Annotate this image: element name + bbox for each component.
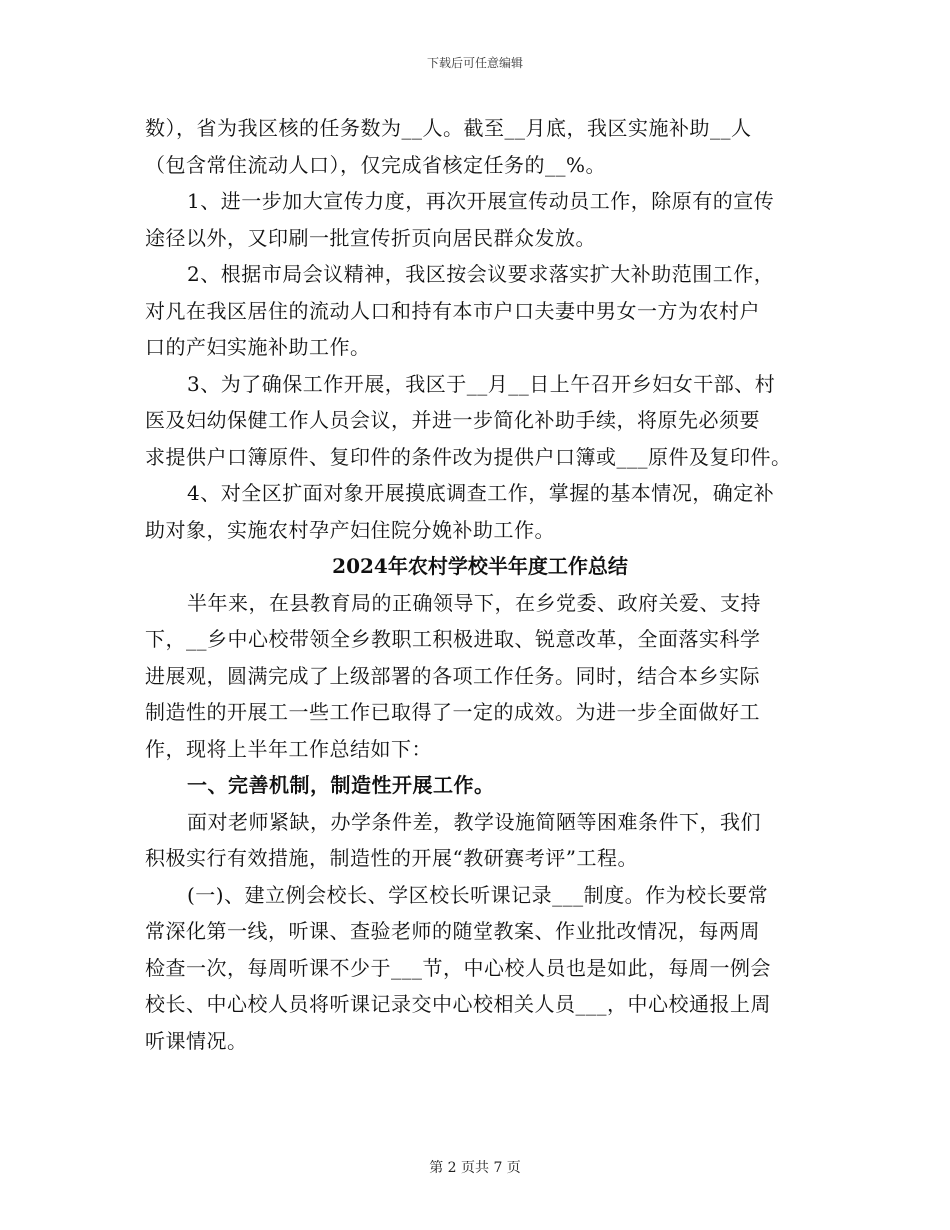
page-header: 下载后可任意编辑 <box>426 56 523 70</box>
body-line: 数），省为我区核的任务数为__人。截至__月底，我区实施补助__人 <box>145 116 752 140</box>
section-heading: 一、完善机制，制造性开展工作。 <box>187 773 495 797</box>
body-line: 医及妇幼保健工作人员会议，并进一步简化补助手续，将原先必须要 <box>145 408 760 432</box>
body-line: 助对象，实施农村孕产妇住院分娩补助工作。 <box>145 517 555 542</box>
body-line: 作，现将上半年工作总结如下： <box>145 736 432 761</box>
body-line: 1、进一步加大宣传力度，再次开展宣传动员工作，除原有的宣传 <box>187 189 775 213</box>
body-line: 常深化第一线，听课、查验老师的随堂教案、作业批改情况，每两周 <box>145 919 760 943</box>
body-line: 口的产妇实施补助工作。 <box>145 335 371 359</box>
document-body <box>145 110 815 1059</box>
body-line: 积极实行有效措施，制造性的开展“教研赛考评”工程。 <box>145 846 638 870</box>
body-line: 听课情况。 <box>145 1028 248 1053</box>
body-line: 进展观，圆满完成了上级部署的各项工作任务。同时，结合本乡实际 <box>145 663 760 688</box>
body-line: 校长、中心校人员将听课记录交中心校相关人员___，中心校通报上周 <box>145 992 771 1016</box>
body-line: 面对老师紧缺，办学条件差，教学设施简陋等困难条件下，我们 <box>187 809 761 834</box>
body-line: （包含常住流动人口），仅完成省核定任务的__%。 <box>145 152 607 177</box>
body-line: (一)、建立例会校长、学区校长听课记录___制度。作为校长要常 <box>187 882 769 907</box>
body-line: 2、根据市局会议精神，我区按会议要求落实扩大补助范围工作， <box>187 262 775 286</box>
body-line: 求提供户口簿原件、复印件的条件改为提供户口簿或___原件及复印件。 <box>145 444 792 469</box>
body-line: 对凡在我区居住的流动人口和持有本市户口夫妻中男女一方为农村户 <box>145 298 760 323</box>
body-line: 检查一次，每周听课不少于___节，中心校人员也是如此，每周一例会 <box>145 955 771 980</box>
body-line: 制造性的开展工一些工作已取得了一定的成效。为进一步全面做好工 <box>145 700 760 724</box>
body-line: 4、对全区扩面对象开展摸底调查工作，掌握的基本情况，确定补 <box>187 481 775 505</box>
page-number: 第 2 页共 7 页 <box>429 1160 521 1176</box>
body-line: 途径以外，又印刷一批宣传折页向居民群众发放。 <box>145 225 596 250</box>
body-line: 3、为了确保工作开展，我区于__月__日上午召开乡妇女干部、村 <box>187 371 776 396</box>
section-title: 2024年农村学校半年度工作总结 <box>332 554 628 578</box>
body-line: 半年来，在县教育局的正确领导下，在乡党委、政府关爱、支持 <box>187 590 761 615</box>
body-line: 下，__乡中心校带领全乡教职工积极进取、锐意改革，全面落实科学 <box>145 627 761 651</box>
